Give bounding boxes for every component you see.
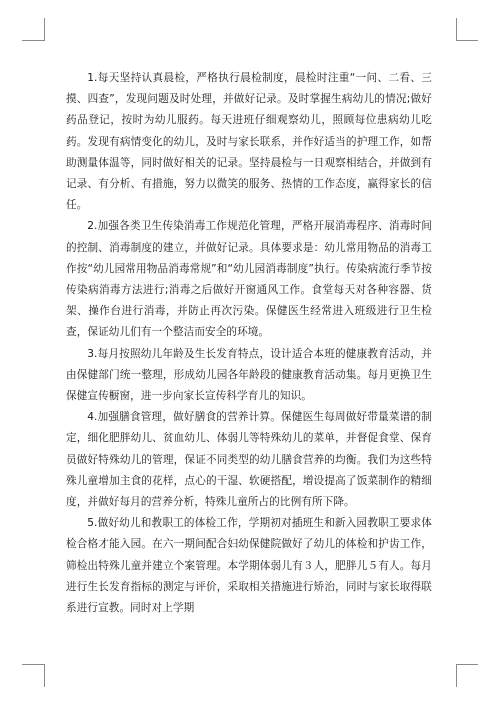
paragraph-1: 1.每天坚持认真晨检，严格执行晨检制度，晨检时注重“一问、二看、三摸、四查”，发现问题及时处理，并做好记录。及时掌握生病幼儿的情况;做好药品登记，按时为幼儿服药。每天进班仔细观察幼儿，照顾每位患病幼儿吃药。发现有病情变化的幼儿，及时与家长联系，并作好适当的护理工作，如帮助测量体温等，同时做好相关的记录。坚持晨检与一日观察相结合，并做到有记录、有分析、有措施，努力以微笑的服务、热情的工作态度，赢得家长的信任。 bbox=[66, 72, 432, 212]
document-body bbox=[66, 68, 432, 619]
paragraph-4: 4.加强膳食管理，做好膳食的营养计算。保健医生每周做好带量菜谱的制定，细化肥胖幼儿、贫血幼儿、体弱儿等特殊幼儿的菜单，并督促食堂、保育员做好特殊幼儿的管理，保证不同类型的幼儿膳食营养的均衡。我们为这些特殊儿童增加主食的花样，点心的干湿、软硬搭配，增设提高了饭菜制作的精细度，并做好每月的营养分析，特殊儿童所占的比例有所下降。 bbox=[66, 411, 432, 509]
paragraph-3: 3.每月按照幼儿年龄及生长发育特点，设计适合本班的健康教育活动，并由保健部门统一整理，形成幼儿园各年龄段的健康教育活动集。每月更换卫生保健宣传橱窗，进一步向家长宣传科学育儿的知识。 bbox=[66, 347, 432, 403]
paragraph-5: 5.做好幼儿和教职工的体检工作，学期初对插班生和新入园教职工要求体检合格才能入园。在六一期间配合妇幼保健院做好了幼儿的体检和护齿工作，筛检出特殊儿童并建立个案管理。本学期体弱儿有３人，肥胖儿５有人。每月进行生长发育指标的测定与评价，采取相关措施进行矫治，同时与家长取得联系进行宣教。同时对上学期 bbox=[66, 517, 432, 615]
paragraph-2: 2.加强各类卫生传染消毒工作规范化管理，严格开展消毒程序、消毒时间的控制、消毒制度的建立，并做好记录。具体要求是：幼儿常用物品的消毒工作按“幼儿园常用物品消毒常规”和“幼儿园消毒制度”执行。传染病流行季节按传染病消毒方法进行;消毒之后做好开窗通风工作。食堂每天对各种容器、货架、操作台进行消毒，并防止再次污染。保健医生经常进入班级进行卫生检查，保证幼儿们有一个整洁而安全的环境。 bbox=[66, 220, 432, 339]
